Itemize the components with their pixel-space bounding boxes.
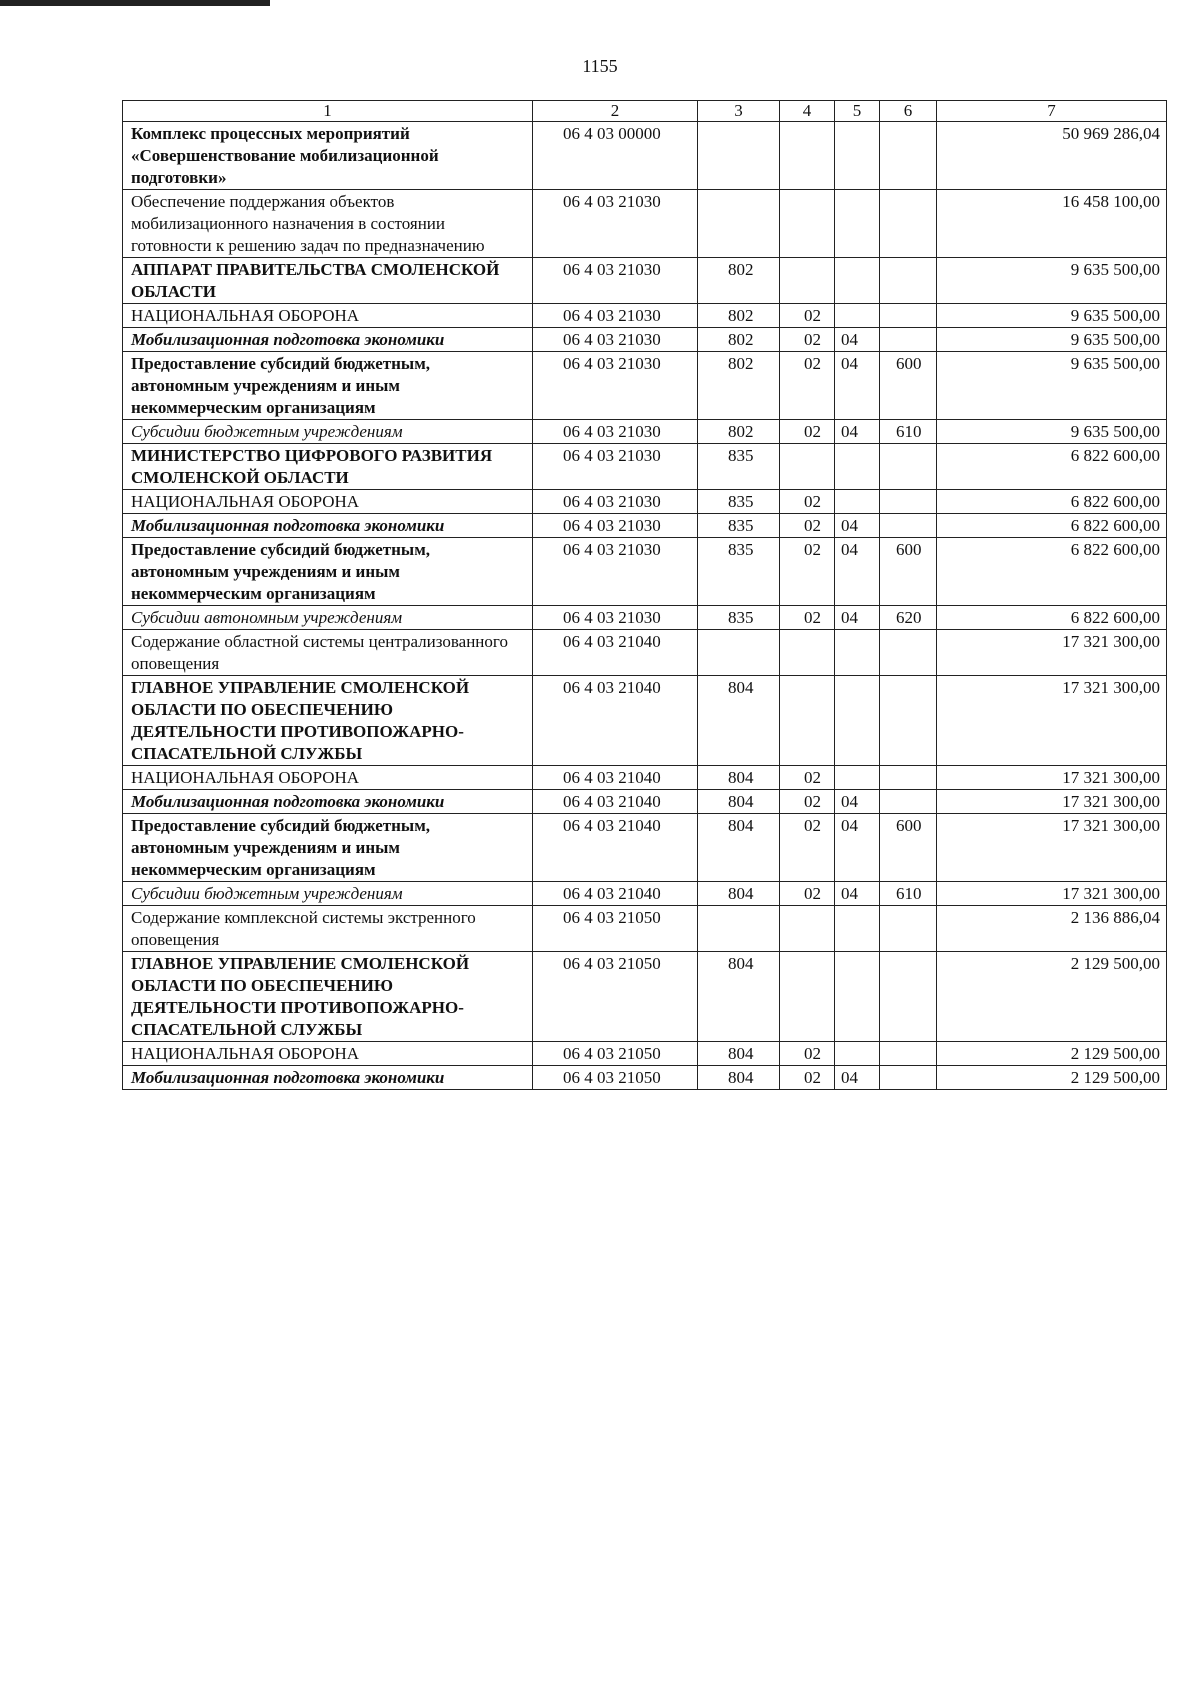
row-expense-type-code [880,766,937,790]
row-subsection-code: 04 [835,352,880,420]
row-subsection-code [835,630,880,676]
row-name: АППАРАТ ПРАВИТЕЛЬСТВА СМОЛЕНСКОЙ ОБЛАСТИ [123,258,533,304]
row-target-code: 06 4 03 21030 [533,190,698,258]
row-section-code: 02 [780,766,835,790]
table-row [123,906,1167,952]
row-subsection-code [835,490,880,514]
table-row [123,952,1167,1042]
row-amount: 6 822 600,00 [937,538,1167,606]
row-expense-type-code [880,490,937,514]
row-amount: 6 822 600,00 [937,514,1167,538]
row-amount: 17 321 300,00 [937,630,1167,676]
row-target-code: 06 4 03 21030 [533,258,698,304]
row-name: НАЦИОНАЛЬНАЯ ОБОРОНА [123,766,533,790]
row-expense-type-code [880,952,937,1042]
row-agency-code: 804 [698,814,780,882]
row-expense-type-code: 600 [880,814,937,882]
table-row [123,766,1167,790]
row-name: Обеспечение поддержания объектов мобилизационного назначения в состоянии готовности к решению задач по предназначению [123,190,533,258]
row-subsection-code [835,122,880,190]
row-subsection-code: 04 [835,814,880,882]
table-row [123,490,1167,514]
row-target-code: 06 4 03 00000 [533,122,698,190]
row-section-code: 02 [780,328,835,352]
table-row [123,352,1167,420]
row-name: НАЦИОНАЛЬНАЯ ОБОРОНА [123,304,533,328]
row-agency-code: 802 [698,328,780,352]
row-target-code: 06 4 03 21040 [533,790,698,814]
table-header-row [123,101,1167,122]
row-subsection-code: 04 [835,882,880,906]
row-agency-code: 835 [698,514,780,538]
row-amount: 50 969 286,04 [937,122,1167,190]
row-subsection-code: 04 [835,606,880,630]
row-expense-type-code [880,122,937,190]
row-target-code: 06 4 03 21030 [533,490,698,514]
row-expense-type-code [880,790,937,814]
table-row [123,1066,1167,1090]
row-agency-code [698,906,780,952]
row-target-code: 06 4 03 21050 [533,952,698,1042]
row-amount: 9 635 500,00 [937,258,1167,304]
row-subsection-code: 04 [835,790,880,814]
row-amount: 6 822 600,00 [937,444,1167,490]
table-row [123,258,1167,304]
row-expense-type-code [880,1042,937,1066]
row-expense-type-code [880,258,937,304]
row-subsection-code [835,444,880,490]
row-target-code: 06 4 03 21040 [533,882,698,906]
row-amount: 9 635 500,00 [937,352,1167,420]
row-expense-type-code: 600 [880,352,937,420]
row-name: ГЛАВНОЕ УПРАВЛЕНИЕ СМОЛЕНСКОЙ ОБЛАСТИ ПО ОБЕСПЕЧЕНИЮ ДЕЯТЕЛЬНОСТИ ПРОТИВОПОЖАРНО-СПАСАТЕЛЬНОЙ СЛУЖБЫ [123,952,533,1042]
row-name: Субсидии бюджетным учреждениям [123,882,533,906]
row-agency-code: 835 [698,444,780,490]
table-body [123,101,1167,1090]
row-expense-type-code [880,514,937,538]
row-section-code: 02 [780,514,835,538]
row-agency-code: 804 [698,1042,780,1066]
row-subsection-code [835,906,880,952]
table-row [123,190,1167,258]
row-subsection-code [835,190,880,258]
row-amount: 2 136 886,04 [937,906,1167,952]
row-section-code: 02 [780,1042,835,1066]
row-section-code: 02 [780,1066,835,1090]
row-target-code: 06 4 03 21030 [533,514,698,538]
row-target-code: 06 4 03 21030 [533,304,698,328]
row-agency-code: 804 [698,1066,780,1090]
row-target-code: 06 4 03 21030 [533,444,698,490]
row-agency-code: 804 [698,676,780,766]
table-row [123,790,1167,814]
table-row [123,538,1167,606]
row-target-code: 06 4 03 21050 [533,1042,698,1066]
row-amount: 17 321 300,00 [937,766,1167,790]
page-number: 1155 [582,56,618,76]
row-amount: 17 321 300,00 [937,814,1167,882]
row-target-code: 06 4 03 21030 [533,606,698,630]
table-row [123,606,1167,630]
row-subsection-code: 04 [835,538,880,606]
row-expense-type-code: 610 [880,882,937,906]
row-expense-type-code [880,1066,937,1090]
table-row [123,814,1167,882]
row-name: НАЦИОНАЛЬНАЯ ОБОРОНА [123,490,533,514]
row-expense-type-code [880,328,937,352]
row-expense-type-code: 610 [880,420,937,444]
row-subsection-code [835,258,880,304]
row-agency-code: 835 [698,490,780,514]
row-expense-type-code [880,304,937,328]
header-cell-4: 4 [780,101,835,122]
row-expense-type-code: 600 [880,538,937,606]
row-amount: 9 635 500,00 [937,328,1167,352]
row-name: Мобилизационная подготовка экономики [123,1066,533,1090]
table-row [123,420,1167,444]
row-section-code [780,190,835,258]
table-row [123,444,1167,490]
row-name: МИНИСТЕРСТВО ЦИФРОВОГО РАЗВИТИЯ СМОЛЕНСКОЙ ОБЛАСТИ [123,444,533,490]
row-subsection-code [835,952,880,1042]
row-name: Предоставление субсидий бюджетным, автономным учреждениям и иным некоммерческим организациям [123,814,533,882]
row-agency-code: 802 [698,352,780,420]
row-section-code: 02 [780,490,835,514]
row-target-code: 06 4 03 21030 [533,420,698,444]
row-target-code: 06 4 03 21030 [533,328,698,352]
top-rule [0,0,270,6]
row-agency-code: 802 [698,420,780,444]
table-row [123,882,1167,906]
row-expense-type-code [880,190,937,258]
row-name: НАЦИОНАЛЬНАЯ ОБОРОНА [123,1042,533,1066]
row-agency-code: 804 [698,790,780,814]
row-amount: 17 321 300,00 [937,790,1167,814]
row-name: Мобилизационная подготовка экономики [123,790,533,814]
row-section-code: 02 [780,790,835,814]
table-row [123,1042,1167,1066]
row-agency-code [698,122,780,190]
row-agency-code [698,630,780,676]
table-row [123,328,1167,352]
row-target-code: 06 4 03 21030 [533,538,698,606]
row-agency-code: 804 [698,882,780,906]
row-section-code: 02 [780,304,835,328]
row-name: Предоставление субсидий бюджетным, автономным учреждениям и иным некоммерческим организациям [123,538,533,606]
row-subsection-code [835,676,880,766]
row-target-code: 06 4 03 21050 [533,906,698,952]
row-subsection-code: 04 [835,328,880,352]
row-agency-code: 804 [698,766,780,790]
row-target-code: 06 4 03 21030 [533,352,698,420]
row-amount: 17 321 300,00 [937,882,1167,906]
row-amount: 2 129 500,00 [937,1042,1167,1066]
row-subsection-code [835,766,880,790]
row-expense-type-code: 620 [880,606,937,630]
header-cell-2: 2 [533,101,698,122]
header-cell-5: 5 [835,101,880,122]
row-amount: 9 635 500,00 [937,304,1167,328]
row-section-code [780,906,835,952]
row-name: Комплекс процессных мероприятий «Совершенствование мобилизационной подготовки» [123,122,533,190]
table-row [123,514,1167,538]
row-expense-type-code [880,630,937,676]
table-row [123,304,1167,328]
row-section-code [780,444,835,490]
row-amount: 6 822 600,00 [937,606,1167,630]
row-agency-code: 835 [698,606,780,630]
row-subsection-code [835,304,880,328]
row-target-code: 06 4 03 21040 [533,814,698,882]
row-name: Мобилизационная подготовка экономики [123,514,533,538]
row-subsection-code [835,1042,880,1066]
row-name: Субсидии бюджетным учреждениям [123,420,533,444]
table-row [123,676,1167,766]
header-cell-3: 3 [698,101,780,122]
table-row [123,630,1167,676]
row-amount: 9 635 500,00 [937,420,1167,444]
row-expense-type-code [880,444,937,490]
row-agency-code: 802 [698,304,780,328]
row-name: Содержание комплексной системы экстренного оповещения [123,906,533,952]
row-section-code [780,952,835,1042]
row-subsection-code: 04 [835,1066,880,1090]
row-name: ГЛАВНОЕ УПРАВЛЕНИЕ СМОЛЕНСКОЙ ОБЛАСТИ ПО ОБЕСПЕЧЕНИЮ ДЕЯТЕЛЬНОСТИ ПРОТИВОПОЖАРНО-СПАСАТЕЛЬНОЙ СЛУЖБЫ [123,676,533,766]
row-section-code [780,122,835,190]
row-section-code [780,630,835,676]
row-expense-type-code [880,906,937,952]
row-subsection-code: 04 [835,514,880,538]
row-amount: 17 321 300,00 [937,676,1167,766]
row-target-code: 06 4 03 21050 [533,1066,698,1090]
header-cell-1: 1 [123,101,533,122]
row-section-code [780,258,835,304]
row-section-code: 02 [780,606,835,630]
row-section-code: 02 [780,814,835,882]
row-agency-code: 835 [698,538,780,606]
row-name: Субсидии автономным учреждениям [123,606,533,630]
row-section-code [780,676,835,766]
row-target-code: 06 4 03 21040 [533,766,698,790]
row-section-code: 02 [780,538,835,606]
row-amount: 6 822 600,00 [937,490,1167,514]
row-subsection-code: 04 [835,420,880,444]
table-row [123,122,1167,190]
budget-table [122,100,1167,1090]
row-agency-code [698,190,780,258]
row-target-code: 06 4 03 21040 [533,676,698,766]
row-amount: 16 458 100,00 [937,190,1167,258]
row-target-code: 06 4 03 21040 [533,630,698,676]
row-name: Предоставление субсидий бюджетным, автономным учреждениям и иным некоммерческим организациям [123,352,533,420]
row-amount: 2 129 500,00 [937,1066,1167,1090]
row-agency-code: 802 [698,258,780,304]
row-section-code: 02 [780,882,835,906]
row-name: Содержание областной системы централизованного оповещения [123,630,533,676]
header-cell-7: 7 [937,101,1167,122]
row-section-code: 02 [780,420,835,444]
row-expense-type-code [880,676,937,766]
row-agency-code: 804 [698,952,780,1042]
header-cell-6: 6 [880,101,937,122]
row-amount: 2 129 500,00 [937,952,1167,1042]
row-name: Мобилизационная подготовка экономики [123,328,533,352]
row-section-code: 02 [780,352,835,420]
